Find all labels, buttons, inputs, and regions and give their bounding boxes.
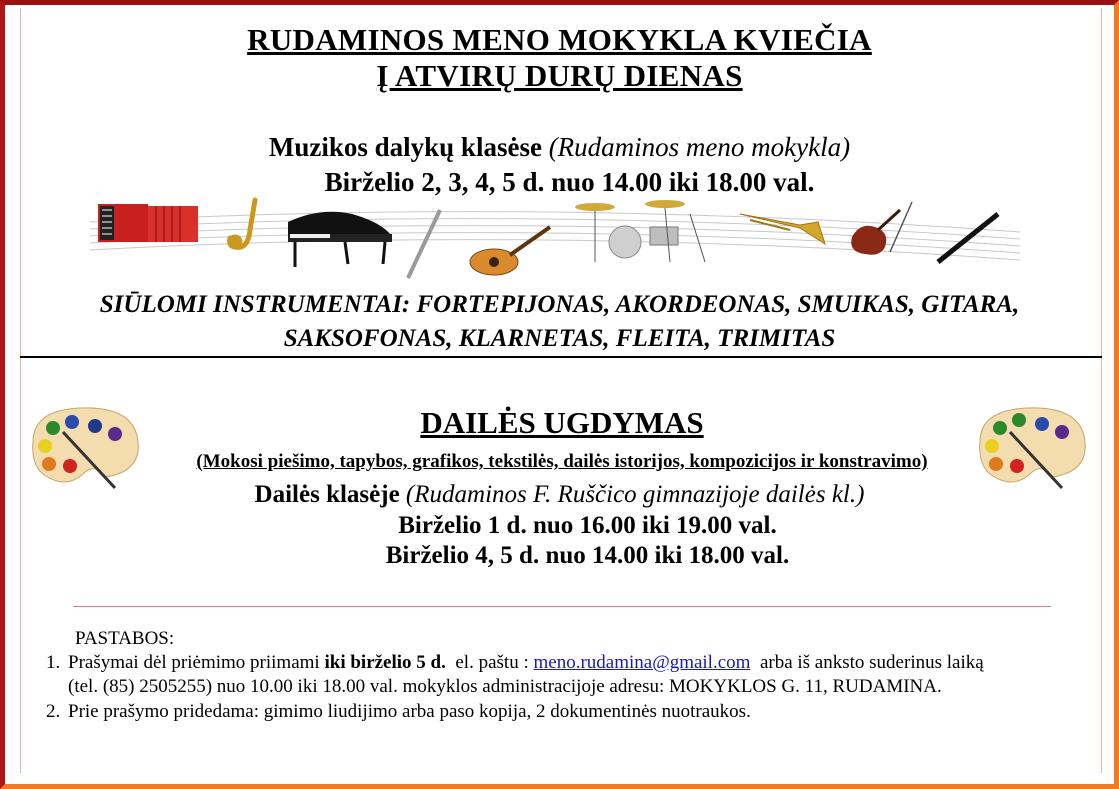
- instruments-line-1: SIŪLOMI INSTRUMENTAI: FORTEPIJONAS, AKORDEONAS, SMUIKAS, GITARA,: [99, 291, 1020, 318]
- art-title: DAILĖS UGDYMAS: [420, 405, 704, 440]
- note-item-1-text: Prašymai dėl priėmimo priimami: [68, 652, 325, 673]
- note-item-1: [46, 652, 1106, 674]
- instruments-illustration: [90, 192, 1020, 282]
- note-item-2-text: Prie prašymo pridedama: gimimo liudijimo arba paso kopija, 2 dokumentinės nuotraukos.: [68, 701, 751, 722]
- art-class-line: [0, 480, 1119, 510]
- drum-kit-icon: [575, 200, 705, 262]
- art-class-label: Dailės klasėje: [254, 481, 400, 508]
- title-line-1: RUDAMINOS MENO MOKYKLA KVIEČIA: [247, 22, 872, 57]
- clarinet-icon: [938, 214, 998, 262]
- note-item-1-email-label: el. paštu :: [445, 652, 534, 673]
- notes-label: PASTABOS:: [75, 628, 175, 649]
- violin-icon: [851, 202, 912, 255]
- inner-border-left: [20, 8, 21, 773]
- guitar-icon: [470, 227, 550, 275]
- instruments-line-2: SAKSOFONAS, KLARNETAS, FLEITA, TRIMITAS: [283, 325, 836, 352]
- note-item-2: [46, 701, 751, 723]
- section-divider: [20, 356, 1102, 358]
- art-subtitle: (Mokosi piešimo, tapybos, grafikos, tekstilės, dailės istorijos, kompozicijos ir konstravimo): [196, 451, 928, 472]
- saxophone-icon: [230, 200, 255, 247]
- note-item-1-number: 1.: [46, 652, 61, 673]
- art-class-place: (Rudaminos F. Ruščico gimnazijoje dailės kl.): [405, 481, 865, 508]
- note-item-1-line-2: (tel. (85) 2505255) nuo 10.00 iki 18.00 val. mokyklos administracijoje adresu: MOKYKLOS G. 11, RUDAMINA.: [68, 676, 942, 697]
- art-date-2: Birželio 4, 5 d. nuo 14.00 iki 18.00 val.: [385, 542, 790, 569]
- music-label: Muzikos dalykų klasėse: [268, 132, 542, 162]
- notes-divider: [73, 606, 1051, 607]
- piano-icon: [288, 212, 392, 267]
- music-place: (Rudaminos meno mokykla): [548, 132, 851, 162]
- music-dates: Birželio 2, 3, 4, 5 d. nuo 14.00 iki 18.00 val.: [324, 167, 815, 197]
- flute-icon: [408, 210, 440, 278]
- art-date-1: Birželio 1 d. nuo 16.00 iki 19.00 val.: [398, 512, 777, 539]
- note-item-2-number: 2.: [46, 701, 61, 722]
- accordion-icon: [98, 204, 198, 242]
- note-item-1-tail: arba iš anksto suderinus laiką: [750, 652, 984, 673]
- note-item-1-deadline: iki birželio 5 d.: [324, 652, 446, 673]
- email-link[interactable]: meno.rudamina@gmail.com: [533, 652, 751, 673]
- music-classes-line: [0, 132, 1119, 162]
- title-line-2: Į ATVIRŲ DURŲ DIENAS: [376, 58, 743, 93]
